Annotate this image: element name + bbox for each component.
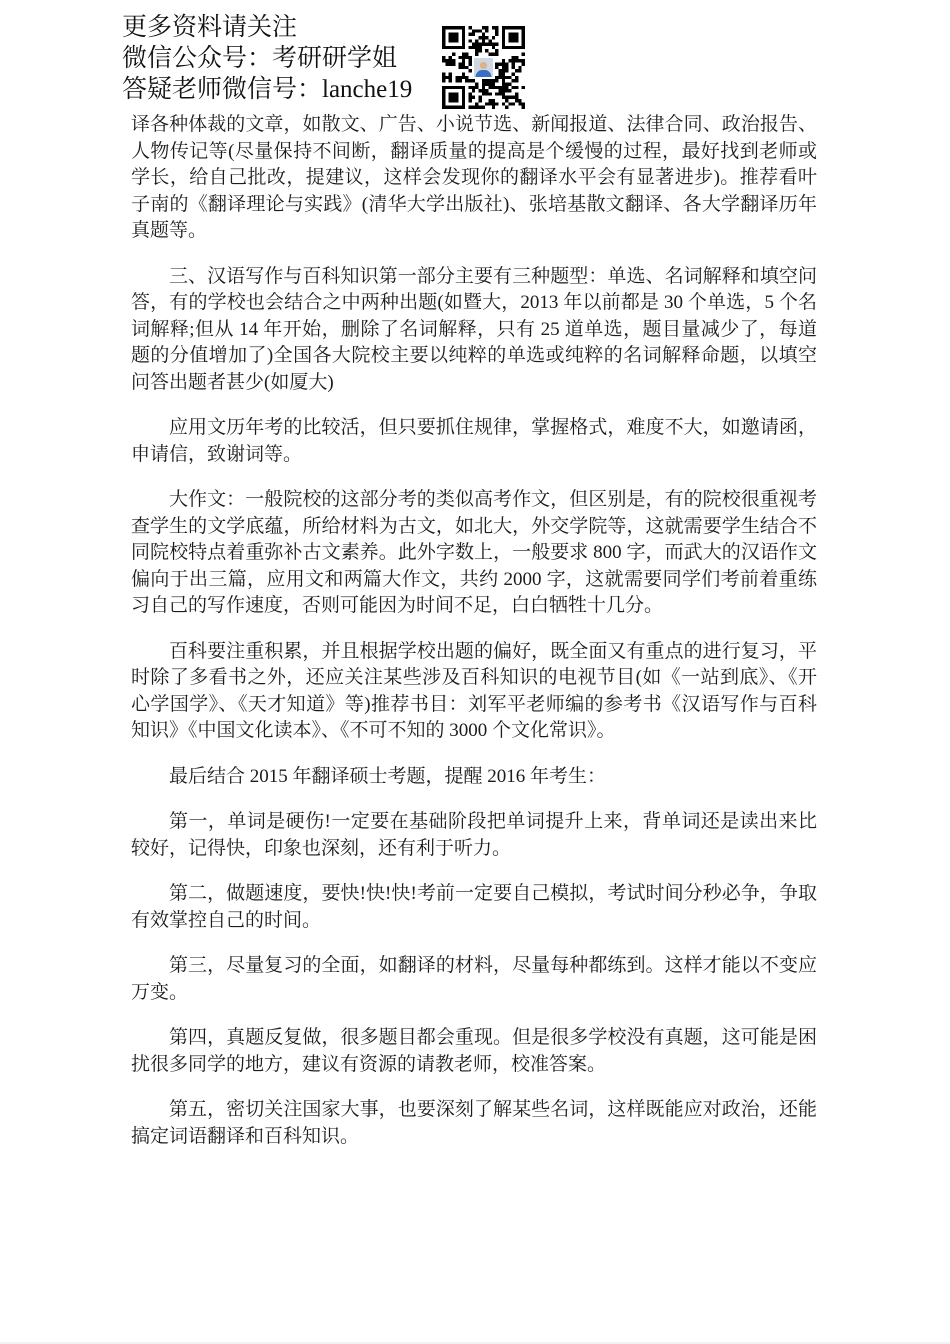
paragraph-translation-practice: 译各种体裁的文章，如散文、广告、小说节选、新闻报道、法律合同、政治报告、人物传记等(尽量保持不间断，翻译质量的提高是个缓慢的过程，最好找到老师或学长，给自己批改，提建议，这样会发现你的翻译水平会有显著进步)。推荐看叶子南的《翻译理论与实践》(清华大学出版社)、张培基散文翻译、各大学翻译历年真题等。	[131, 114, 817, 241]
paragraph-encyclopedia-accumulation: 百科要注重积累，并且根据学校出题的偏好，既全面又有重点的进行复习，平时除了多看书之外，还应关注某些涉及百科知识的电视节目(如《一站到底》、《开心学国学》、《天才知道》等)推荐书目：刘军平老师编的参考书《汉语写作与百科知识》《中国文化读本》、《不可不知的 3000 个文化常识》。	[131, 640, 817, 741]
paragraph-tip-2: 第二，做题速度，要快!快!快!考前一定要自己模拟，考试时间分秒必争，争取有效掌控自己的时间。	[131, 883, 817, 931]
document-body	[131, 112, 817, 1169]
paragraph-tip-4: 第四，真题反复做，很多题目都会重现。但是很多学校没有真题，这可能是困扰很多同学的地方，建议有资源的请教老师，校准答案。	[131, 1027, 817, 1075]
promo-line-follow: 更多资料请关注	[122, 14, 298, 41]
paragraph-tip-3: 第三，尽量复习的全面，如翻译的材料，尽量每种都练到。这样才能以不变应万变。	[131, 955, 817, 1003]
promo-line-wechat-account: 微信公众号：考研研学姐	[122, 45, 398, 72]
paragraph-tip-5: 第五，密切关注国家大事，也要深刻了解某些名词，这样既能应对政治，还能搞定词语翻译和百科知识。	[131, 1099, 817, 1147]
paragraph-tip-1: 第一，单词是硬伤!一定要在基础阶段把单词提升上来，背单词还是读出来比较好，记得快，印象也深刻，还有利于听力。	[131, 811, 817, 859]
promo-header	[122, 12, 412, 105]
paragraph-practical-writing: 应用文历年考的比较活，但只要抓住规律，掌握格式，难度不大，如邀请函，申请信，致谢词等。	[131, 417, 817, 465]
promo-line-teacher-wechat: 答疑老师微信号：lanche19	[122, 76, 413, 103]
paragraph-essay: 大作文：一般院校的这部分考的类似高考作文，但区别是，有的院校很重视考查学生的文学底蕴，所给材料为古文，如北大，外交学院等，这就需要学生结合不同院校特点着重弥补古文素养。此外字数上，一般要求 800 字，而武大的汉语作文偏向于出三篇，应用文和两篇大作文，共约 2000 字，这就需要同学们考前着重练习自己的写作速度，否则可能因为时间不足，白白牺牲十几分。	[131, 489, 817, 616]
wechat-qr-code-icon	[442, 26, 525, 109]
paragraph-reminder-intro: 最后结合 2015 年翻译硕士考题，提醒 2016 年考生：	[169, 765, 607, 787]
paragraph-writing-encyclopedia: 三、汉语写作与百科知识第一部分主要有三种题型：单选、名词解释和填空问答，有的学校也会结合之中两种出题(如暨大，2013 年以前都是 30 个单选，5 个名词解释;但从 14 年开始，删除了名词解释，只有 25 道单选，题目量减少了，每道题的分值增加了)全国各大院校主要以纯粹的单选或纯粹的名词解释命题，以填空问答出题者甚少(如厦大)	[131, 265, 817, 393]
